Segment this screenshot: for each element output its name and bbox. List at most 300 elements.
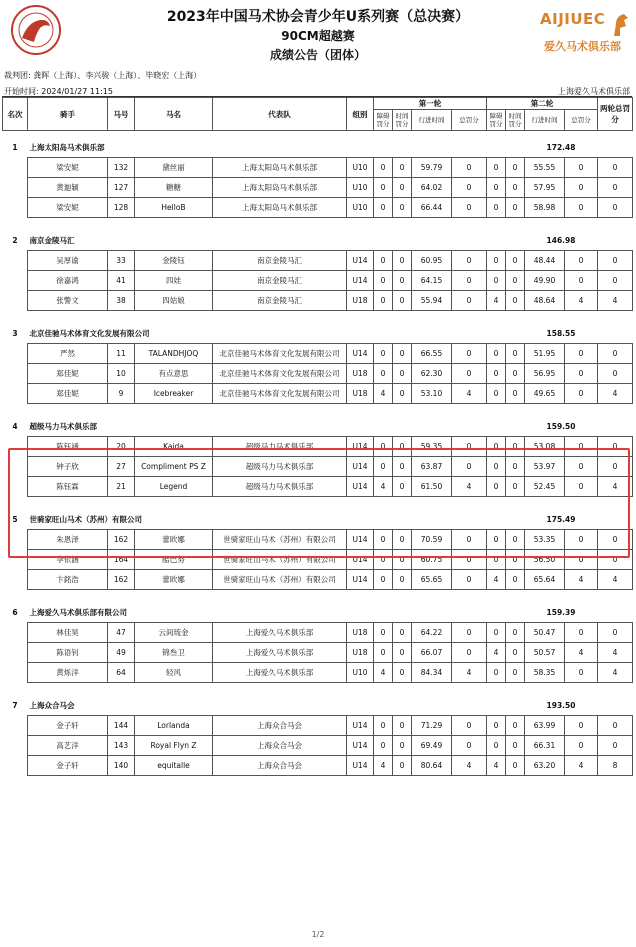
r1-obstacle-penalty: 0 (374, 437, 393, 457)
two-round-total: 0 (598, 550, 633, 570)
horse-number: 127 (108, 178, 135, 198)
team-rank: 1 (12, 143, 18, 152)
r1-obstacle-penalty: 0 (374, 530, 393, 550)
group: U14 (347, 530, 374, 550)
col-round2: 第二轮 (487, 98, 598, 110)
r1-obstacle-penalty: 0 (374, 623, 393, 643)
r2-obstacle-penalty: 4 (487, 570, 506, 590)
r1-time-penalty: 0 (393, 756, 412, 776)
rider-name: 梁安妮 (28, 158, 108, 178)
r2-time: 58.98 (525, 198, 565, 218)
start-time: 开始时间: 2024/01/27 11:15 (4, 87, 113, 96)
r2-obstacle-penalty: 4 (487, 756, 506, 776)
group: U18 (347, 643, 374, 663)
r2-time-penalty: 0 (506, 716, 525, 736)
table-row (3, 736, 633, 756)
r1-total-penalty: 0 (452, 251, 487, 271)
r1-obstacle-penalty: 0 (374, 291, 393, 311)
highlight-box (8, 448, 630, 558)
rank-cell-empty (3, 198, 28, 218)
r1-obstacle-penalty: 0 (374, 251, 393, 271)
horse-name: 轻风 (135, 663, 213, 683)
team-name: 上海众合马会 (213, 716, 347, 736)
table-row (3, 663, 633, 683)
horse-number: 49 (108, 643, 135, 663)
r1-total-penalty: 0 (452, 643, 487, 663)
table-row (3, 364, 633, 384)
rank-cell-empty (3, 663, 28, 683)
r2-total-penalty: 0 (565, 364, 598, 384)
r2-total-penalty: 0 (565, 530, 598, 550)
team-name: 上海太阳岛马术俱乐部 (213, 198, 347, 218)
team-total-time: 159.39 (546, 607, 576, 617)
r2-total-penalty: 0 (565, 550, 598, 570)
team-name: 超级马力马术俱乐部 (213, 457, 347, 477)
horse-number: 33 (108, 251, 135, 271)
table-row (3, 623, 633, 643)
r1-time-penalty: 0 (393, 457, 412, 477)
r1-time: 59.79 (412, 158, 452, 178)
r2-total-penalty: 0 (565, 198, 598, 218)
table-row (3, 178, 633, 198)
team-blank (598, 696, 633, 716)
two-round-total: 0 (598, 178, 633, 198)
horse-number: 132 (108, 158, 135, 178)
team-rank: 2 (12, 236, 18, 245)
two-round-total: 4 (598, 570, 633, 590)
r2-obstacle-penalty: 0 (487, 437, 506, 457)
r2-time-penalty: 0 (506, 457, 525, 477)
r1-total-penalty: 0 (452, 291, 487, 311)
r2-time-penalty: 0 (506, 623, 525, 643)
col-r1-time-penalty: 时间罚分 (393, 110, 412, 131)
rank-cell-empty (3, 178, 28, 198)
r1-time-penalty: 0 (393, 437, 412, 457)
r2-time-penalty: 0 (506, 178, 525, 198)
rider-name: 陈钰涵 (28, 437, 108, 457)
team-name: 南京金陵马汇 (213, 251, 347, 271)
r1-time: 61.50 (412, 477, 452, 497)
page-number: 1/2 (311, 930, 325, 939)
rank-cell-empty (3, 716, 28, 736)
team-total-time: 175.49 (546, 514, 576, 524)
r1-obstacle-penalty: 4 (374, 477, 393, 497)
r1-total-penalty: 0 (452, 550, 487, 570)
r2-obstacle-penalty: 0 (487, 623, 506, 643)
horse-number: 9 (108, 384, 135, 404)
r1-time: 60.75 (412, 550, 452, 570)
team-name: 上海爱久马术俱乐部 (213, 623, 347, 643)
r1-time: 59.35 (412, 437, 452, 457)
rank-cell-empty (3, 251, 28, 271)
r2-obstacle-penalty: 0 (487, 477, 506, 497)
r2-time: 50.57 (525, 643, 565, 663)
r2-time-penalty: 0 (506, 198, 525, 218)
r2-obstacle-penalty: 0 (487, 198, 506, 218)
results-subtitle: 成绩公告（团体） (269, 48, 366, 62)
r1-total-penalty: 4 (452, 663, 487, 683)
rank-cell-empty (3, 344, 28, 364)
group: U18 (347, 623, 374, 643)
group: U14 (347, 271, 374, 291)
r1-obstacle-penalty: 0 (374, 364, 393, 384)
horse-name: 黛丝丽 (135, 158, 213, 178)
table-row (3, 716, 633, 736)
r1-time-penalty: 0 (393, 198, 412, 218)
rider-name: 卞銘浩 (28, 570, 108, 590)
r2-time-penalty: 0 (506, 756, 525, 776)
team-title: 上海太阳岛马术俱乐部 (29, 142, 105, 152)
r1-obstacle-penalty: 4 (374, 384, 393, 404)
r2-total-penalty: 0 (565, 736, 598, 756)
two-round-total: 0 (598, 198, 633, 218)
r1-obstacle-penalty: 0 (374, 344, 393, 364)
two-round-total: 4 (598, 477, 633, 497)
table-row (3, 158, 633, 178)
brand-text: AIJIUEC (540, 10, 606, 28)
r2-obstacle-penalty: 0 (487, 251, 506, 271)
r2-time-penalty: 0 (506, 364, 525, 384)
r2-time-penalty: 0 (506, 344, 525, 364)
rider-name: 严然 (28, 344, 108, 364)
two-round-total: 0 (598, 530, 633, 550)
team-blank (598, 231, 633, 251)
r1-obstacle-penalty: 0 (374, 736, 393, 756)
team-rank: 3 (12, 329, 18, 338)
group: U14 (347, 756, 374, 776)
rank-cell-empty (3, 570, 28, 590)
col-horse: 马名 (135, 98, 213, 131)
r1-total-penalty: 4 (452, 477, 487, 497)
horse-number: 140 (108, 756, 135, 776)
col-round1: 第一轮 (374, 98, 487, 110)
team-rank: 7 (12, 701, 18, 710)
horse-name: 锦叁卫 (135, 643, 213, 663)
horse-name: 蕾欧娜 (135, 570, 213, 590)
r1-time: 62.30 (412, 364, 452, 384)
r1-obstacle-penalty: 4 (374, 663, 393, 683)
group: U14 (347, 570, 374, 590)
horse-number: 38 (108, 291, 135, 311)
r2-time-penalty: 0 (506, 643, 525, 663)
rider-name: 张警文 (28, 291, 108, 311)
group: U18 (347, 291, 374, 311)
team-name: 北京佳驰马术体育文化发展有限公司 (213, 344, 347, 364)
r2-total-penalty: 4 (565, 570, 598, 590)
rider-name: 梁安妮 (28, 198, 108, 218)
r1-obstacle-penalty: 0 (374, 716, 393, 736)
horse-name: Icebreaker (135, 384, 213, 404)
r2-time-penalty: 0 (506, 550, 525, 570)
team-total-time: 158.55 (546, 328, 576, 338)
rank-cell-empty (3, 756, 28, 776)
table-row (3, 384, 633, 404)
two-round-total: 0 (598, 344, 633, 364)
r2-time: 49.90 (525, 271, 565, 291)
r1-time-penalty: 0 (393, 291, 412, 311)
r1-time: 53.10 (412, 384, 452, 404)
r2-total-penalty: 0 (565, 384, 598, 404)
rider-name: 金子轩 (28, 716, 108, 736)
r2-obstacle-penalty: 4 (487, 643, 506, 663)
organizer-club: 上海爱久马术俱乐部 (558, 87, 630, 96)
r1-total-penalty: 0 (452, 530, 487, 550)
team-total-time: 193.50 (546, 700, 576, 710)
r1-time-penalty: 0 (393, 364, 412, 384)
team-name: 世骑家旺山马术（苏州）有限公司 (213, 550, 347, 570)
rider-name: 吴厚谕 (28, 251, 108, 271)
team-name: 超级马力马术俱乐部 (213, 437, 347, 457)
horse-name: Lorlanda (135, 716, 213, 736)
spacer-row (3, 683, 633, 696)
horse-number: 144 (108, 716, 135, 736)
r2-total-penalty: 0 (565, 437, 598, 457)
two-round-total: 4 (598, 291, 633, 311)
r1-time-penalty: 0 (393, 271, 412, 291)
r1-obstacle-penalty: 0 (374, 178, 393, 198)
team-rank: 5 (12, 515, 18, 524)
rank-cell-empty (3, 736, 28, 756)
rank-cell-empty (3, 384, 28, 404)
rider-name: 陈语钊 (28, 643, 108, 663)
r1-obstacle-penalty: 0 (374, 643, 393, 663)
rank-cell-empty (3, 271, 28, 291)
r2-total-penalty: 0 (565, 663, 598, 683)
r1-time-penalty: 0 (393, 384, 412, 404)
col-r2-obstacle: 障碍罚分 (487, 110, 506, 131)
r2-time-penalty: 0 (506, 437, 525, 457)
r1-time: 66.07 (412, 643, 452, 663)
horse-name: equitalle (135, 756, 213, 776)
two-round-total: 4 (598, 643, 633, 663)
r2-time: 53.08 (525, 437, 565, 457)
r2-time: 53.35 (525, 530, 565, 550)
r2-obstacle-penalty: 0 (487, 663, 506, 683)
r1-total-penalty: 0 (452, 437, 487, 457)
r2-obstacle-penalty: 0 (487, 158, 506, 178)
horse-name: TALANDHJOQ (135, 344, 213, 364)
group: U14 (347, 457, 374, 477)
col-r2-total: 总罚分 (565, 110, 598, 131)
spacer-row (3, 218, 633, 231)
r2-obstacle-penalty: 0 (487, 530, 506, 550)
r1-total-penalty: 0 (452, 158, 487, 178)
horse-number: 162 (108, 530, 135, 550)
r2-time-penalty: 0 (506, 570, 525, 590)
r1-time-penalty: 0 (393, 570, 412, 590)
r1-total-penalty: 0 (452, 178, 487, 198)
r2-time-penalty: 0 (506, 158, 525, 178)
horse-name: 酷巴努 (135, 550, 213, 570)
team-title: 北京佳驰马术体育文化发展有限公司 (29, 328, 150, 338)
team-name: 上海众合马会 (213, 736, 347, 756)
brand-subtext: 爱久马术俱乐部 (544, 40, 621, 53)
horse-number: 162 (108, 570, 135, 590)
r1-time-penalty: 0 (393, 344, 412, 364)
r2-total-penalty: 0 (565, 477, 598, 497)
team-rank: 4 (12, 422, 18, 431)
horse-number: 64 (108, 663, 135, 683)
table-row (3, 291, 633, 311)
horse-number: 10 (108, 364, 135, 384)
group: U14 (347, 251, 374, 271)
table-row (3, 570, 633, 590)
horse-number: 164 (108, 550, 135, 570)
r1-time: 71.29 (412, 716, 452, 736)
horse-number: 21 (108, 477, 135, 497)
r1-total-penalty: 0 (452, 716, 487, 736)
r2-time: 55.55 (525, 158, 565, 178)
r1-total-penalty: 0 (452, 271, 487, 291)
event-subtitle: 90CM超越赛 (281, 29, 355, 43)
team-name: 上海爱久马术俱乐部 (213, 643, 347, 663)
r1-time: 66.44 (412, 198, 452, 218)
r2-total-penalty: 0 (565, 251, 598, 271)
r2-time-penalty: 0 (506, 736, 525, 756)
r2-time: 63.20 (525, 756, 565, 776)
col-r2-time-penalty: 时间罚分 (506, 110, 525, 131)
two-round-total: 8 (598, 756, 633, 776)
r2-time: 65.64 (525, 570, 565, 590)
r2-obstacle-penalty: 0 (487, 364, 506, 384)
team-title: 超级马力马术俱乐部 (29, 421, 97, 431)
table-row (3, 643, 633, 663)
r1-time-penalty: 0 (393, 623, 412, 643)
group: U10 (347, 178, 374, 198)
r1-time-penalty: 0 (393, 178, 412, 198)
horse-name: Royal Flyn Z (135, 736, 213, 756)
r2-obstacle-penalty: 0 (487, 344, 506, 364)
team-blank (598, 417, 633, 437)
team-name: 世骑家旺山马术（苏州）有限公司 (213, 570, 347, 590)
r2-total-penalty: 4 (565, 756, 598, 776)
horse-name: 云间琉金 (135, 623, 213, 643)
horse-number: 128 (108, 198, 135, 218)
r2-time: 50.47 (525, 623, 565, 643)
horse-number: 27 (108, 457, 135, 477)
team-blank (598, 324, 633, 344)
rider-name: 钟子欣 (28, 457, 108, 477)
r2-obstacle-penalty: 0 (487, 457, 506, 477)
r1-total-penalty: 0 (452, 623, 487, 643)
rider-name: 徐嘉鸿 (28, 271, 108, 291)
r1-total-penalty: 0 (452, 364, 487, 384)
group: U14 (347, 736, 374, 756)
team-name: 南京金陵马汇 (213, 291, 347, 311)
horse-name: HelloB (135, 198, 213, 218)
team-title: 上海众合马会 (29, 700, 75, 710)
horse-number: 41 (108, 271, 135, 291)
r2-time: 56.50 (525, 550, 565, 570)
two-round-total: 0 (598, 251, 633, 271)
team-name: 世骑家旺山马术（苏州）有限公司 (213, 530, 347, 550)
group: U14 (347, 344, 374, 364)
r1-time-penalty: 0 (393, 643, 412, 663)
horse-number: 11 (108, 344, 135, 364)
r1-time: 66.55 (412, 344, 452, 364)
team-total-time: 159.50 (546, 421, 576, 431)
col-number: 马号 (108, 98, 135, 131)
r2-total-penalty: 0 (565, 178, 598, 198)
group: U14 (347, 550, 374, 570)
team-title: 上海爱久马术俱乐部有限公司 (29, 607, 127, 617)
r2-time: 58.35 (525, 663, 565, 683)
r2-time-penalty: 0 (506, 530, 525, 550)
r1-time-penalty: 0 (393, 530, 412, 550)
r2-time-penalty: 0 (506, 271, 525, 291)
r1-obstacle-penalty: 0 (374, 570, 393, 590)
team-name: 北京佳驰马术体育文化发展有限公司 (213, 364, 347, 384)
results-table (2, 97, 633, 776)
two-round-total: 0 (598, 437, 633, 457)
r2-time-penalty: 0 (506, 251, 525, 271)
team-name: 南京金陵马汇 (213, 271, 347, 291)
r1-time: 69.49 (412, 736, 452, 756)
team-name: 上海众合马会 (213, 756, 347, 776)
team-name: 北京佳驰马术体育文化发展有限公司 (213, 384, 347, 404)
r2-total-penalty: 0 (565, 271, 598, 291)
r2-time: 56.95 (525, 364, 565, 384)
team-total-time: 172.48 (546, 142, 576, 152)
group: U14 (347, 716, 374, 736)
group: U18 (347, 384, 374, 404)
team-name: 超级马力马术俱乐部 (213, 477, 347, 497)
team-blank (598, 603, 633, 623)
r2-total-penalty: 0 (565, 716, 598, 736)
two-round-total: 0 (598, 623, 633, 643)
team-name: 上海爱久马术俱乐部 (213, 663, 347, 683)
rider-name: 李依涵 (28, 550, 108, 570)
r1-time-penalty: 0 (393, 716, 412, 736)
two-round-total: 0 (598, 457, 633, 477)
team-name: 上海太阳岛马术俱乐部 (213, 178, 347, 198)
rank-cell-empty (3, 291, 28, 311)
col-group: 组别 (347, 98, 374, 131)
r1-obstacle-penalty: 0 (374, 198, 393, 218)
r1-time: 63.87 (412, 457, 452, 477)
r1-total-penalty: 0 (452, 570, 487, 590)
team-title: 世骑家旺山马术（苏州）有限公司 (29, 514, 142, 524)
col-r1-time: 行进时间 (412, 110, 452, 131)
team-row (3, 231, 633, 251)
team-row (3, 417, 633, 437)
team-total-time: 146.98 (546, 235, 576, 245)
r1-obstacle-penalty: 0 (374, 271, 393, 291)
rider-name: 高艺洋 (28, 736, 108, 756)
r2-total-penalty: 4 (565, 291, 598, 311)
r2-total-penalty: 0 (565, 457, 598, 477)
spacer-row (3, 590, 633, 603)
rider-name: 朱恩泽 (28, 530, 108, 550)
two-round-total: 0 (598, 716, 633, 736)
rider-name: 黄迦颖 (28, 178, 108, 198)
table-row (3, 344, 633, 364)
r2-obstacle-penalty: 0 (487, 178, 506, 198)
r1-time: 70.59 (412, 530, 452, 550)
r1-obstacle-penalty: 4 (374, 756, 393, 776)
group: U18 (347, 364, 374, 384)
spacer-row (3, 404, 633, 417)
horse-name: 糖糖 (135, 178, 213, 198)
r1-time-penalty: 0 (393, 663, 412, 683)
group: U14 (347, 477, 374, 497)
r1-total-penalty: 4 (452, 756, 487, 776)
r1-time: 55.94 (412, 291, 452, 311)
r1-total-penalty: 0 (452, 344, 487, 364)
horse-name: Compliment PS Z (135, 457, 213, 477)
table-row (3, 271, 633, 291)
team-title: 南京金陵马汇 (29, 235, 75, 245)
